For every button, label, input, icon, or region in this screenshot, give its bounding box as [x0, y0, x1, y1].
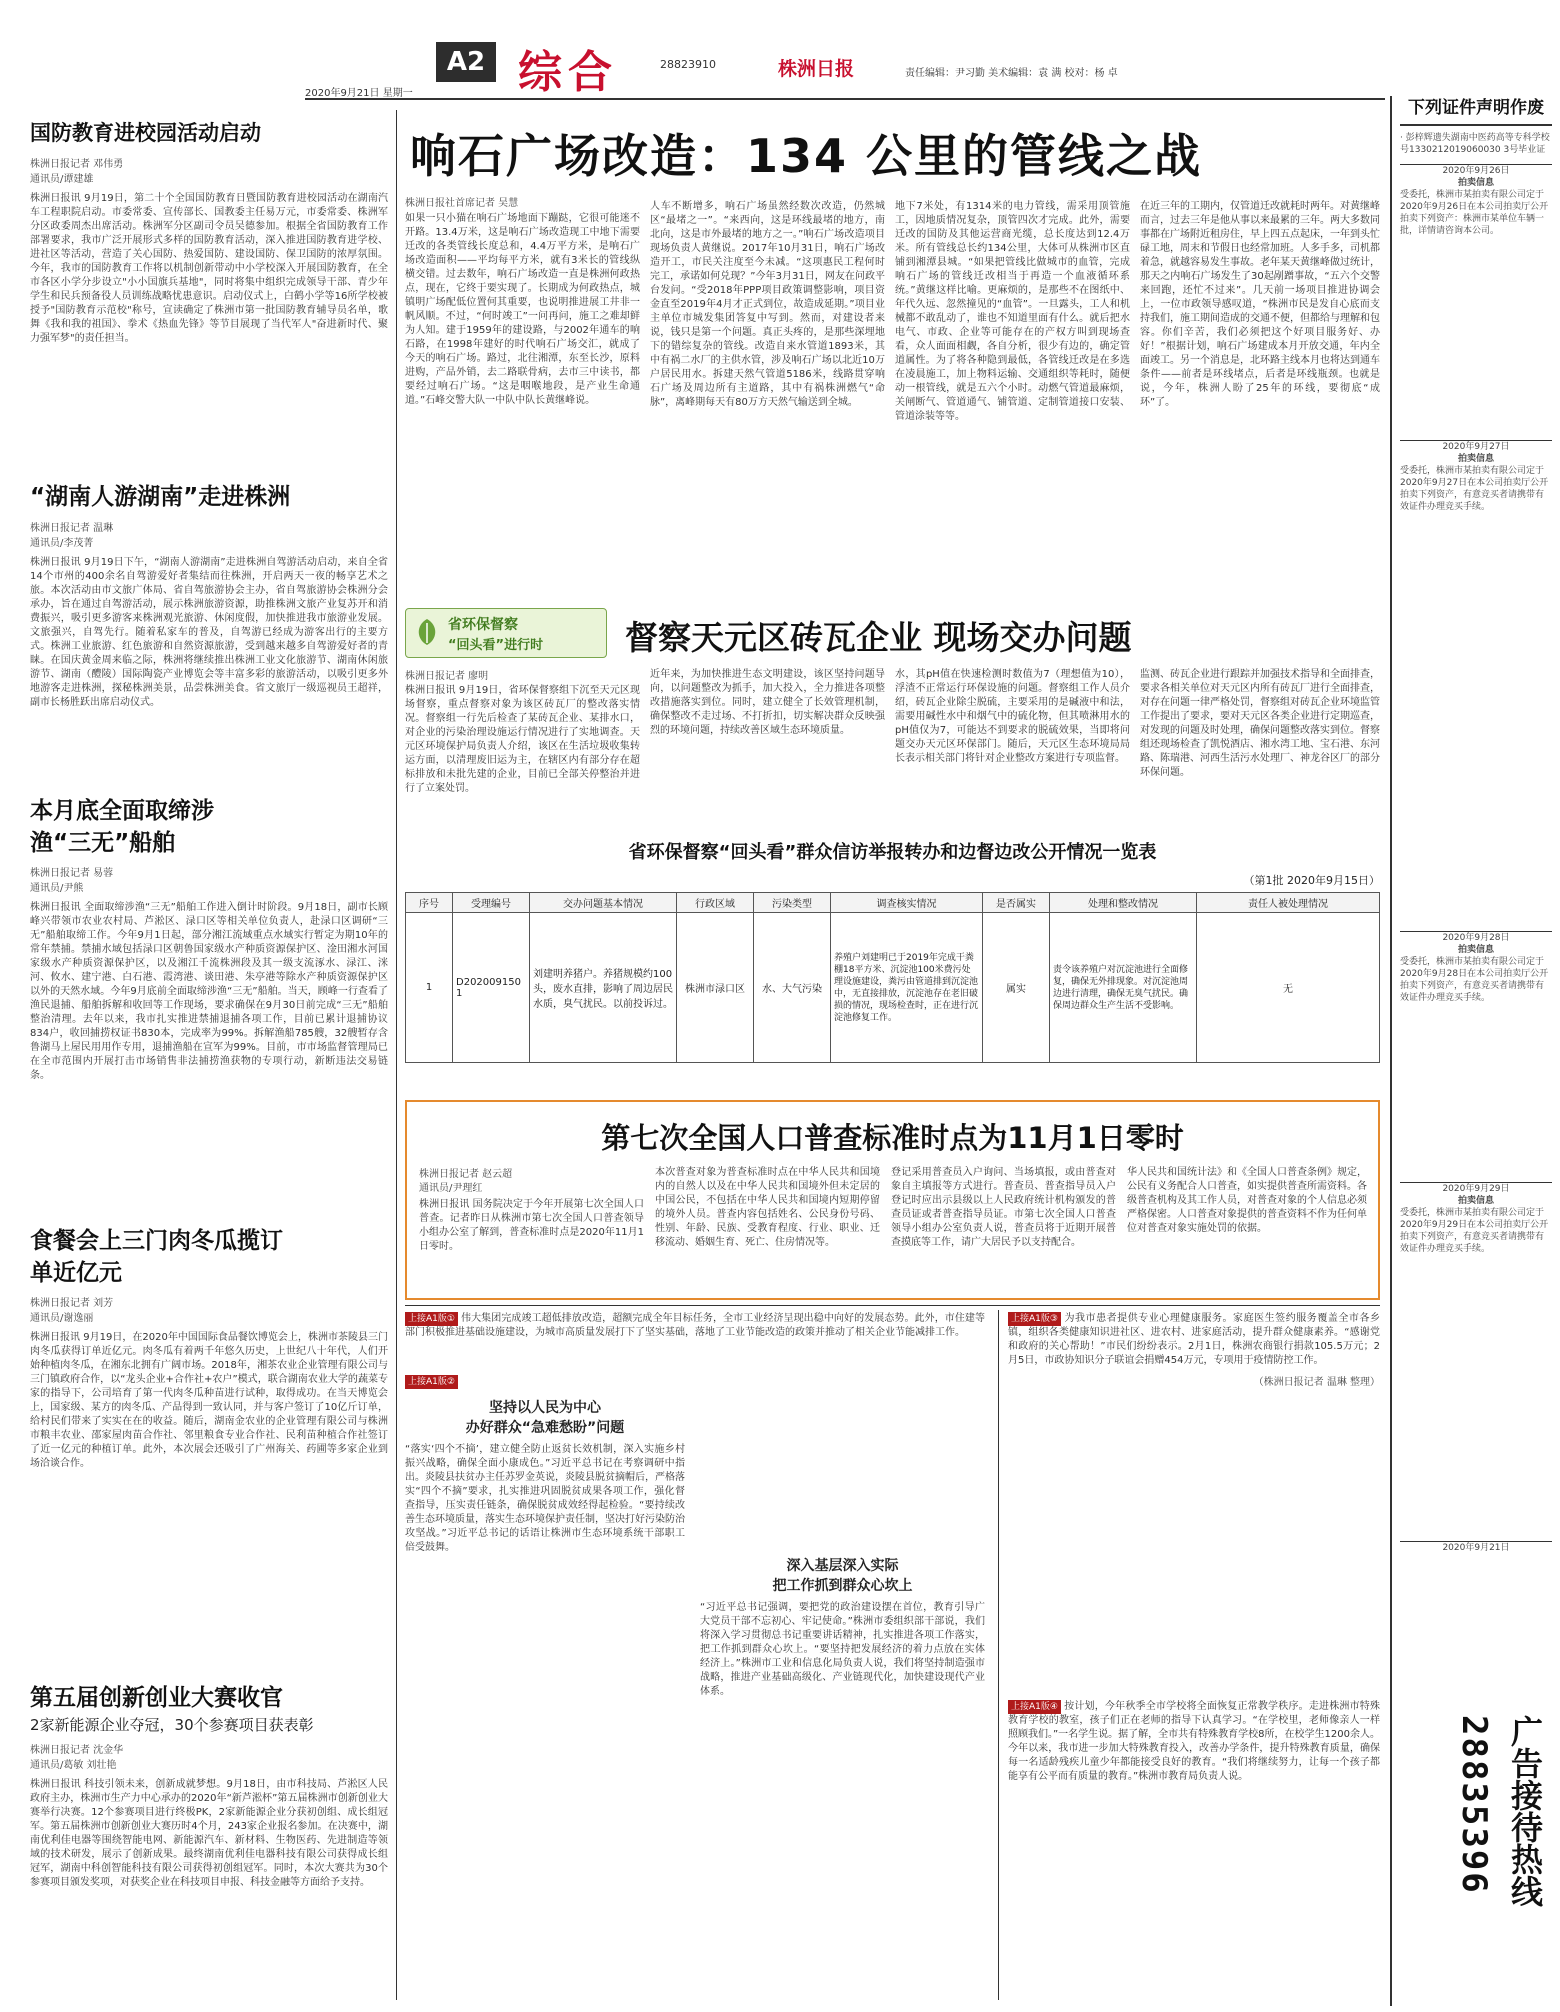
continued-body: 伟大集团完成竣工超低排放改造，超额完成全年目标任务，全市工业经济呈现出稳中向好的发展态势。此外，市住建等部门积极推进基础设施建设，为城市高质量发展打下了坚实基础，落地了工业节能改造的政策并推动了相关企业节能减排工作。: [405, 1313, 985, 1338]
column-text: 水，其pH值在快速检测时数值为7（理想值为10），浮渣不正常运行环保设施的问题。督察组工作人员介绍，砖瓦企业除尘脱硫，主要采用的是碱液中和法，需要用碱性水中和烟气中的硫化物，但其喷淋用水的pH值仅为7，可能达不到要求的脱硫效果，当即将问题交办天元区环保部门。随后，天元区生态环境局局长表示相关部门将针对企业整改方案进行专项监督。: [895, 669, 1130, 764]
left-article-2: [30, 480, 388, 785]
notice-head: 拍卖信息: [1457, 1196, 1494, 1206]
notice-date: 2020年9月27日: [1442, 442, 1510, 452]
column-text: 株洲日报讯 国务院决定于今年开展第七次全国人口普查。记者昨日从株洲市第七次全国人口普查领导小组办公室了解到，普查标准时点是2020年11月1日零时。: [419, 1199, 644, 1252]
continued-title: 深入基层深入实际: [786, 1558, 899, 1574]
notice-head: 拍卖信息: [1457, 945, 1494, 955]
main-col-2: [650, 200, 885, 592]
notice-body: 受委托，株洲市某拍卖有限公司定于2020年9月28日在本公司拍卖厅公开拍卖下列资产，有意竞买者请携带有效证件办理竞买手续。: [1400, 957, 1549, 1003]
main-col-text: 如果一只小猫在响石广场地面下蹦跶，它很可能迷不开路。13.4万米，这是响石广场改造现工中地下需要迁改的各类管线长度总和，4.4万平方米，是响石广场改造面积——平均每平方米，就有3米长的管线纵横交错。过去数年，响石广场改造一直是株洲何政热点，现在，它终于要实现了。长期成为何政热点，城镇明广场配低位置何其重要，也说明推进展工井非一帆风顺。不过，“何时竣工”一问再问，施工之难却鲜为人知。建于1959年的建设路，与2002年通车的响石路，在1998年建好的时代响石广场交汇，就成了今天的响石广场。路过，北往湘潭，东至长沙，原料进购，产品外销，去二路联骨病，去市三中读书，都要经过响石广场。“这是咽喉地段，是产业生命通道。”石峰交警大队一中队中队长黄继峰说。: [405, 213, 640, 406]
article-byline: 株洲日报记者 沈金华: [30, 1745, 124, 1756]
left-article-1: [30, 118, 388, 473]
article-byline: 株洲日报记者 温琳: [30, 523, 114, 534]
article-body: 株洲日报讯 9月19日，第二十个全国国防教育日暨国防教育进校园活动在湖南汽车工程职院启动。市委常委、宣传部长、国教委主任易万元，市委常委、株洲军分区政委周杰出席活动。株洲军分区副司令员吴德参加。根据全省国防教育工作部署要求，我市广泛开展形式多样的国防教育活动，深入推进国防教育进学校、进社区等活动，营造了关心国防、热爱国防、建设国防、保卫国防的浓厚氛围。今年，我市的国防教育工作将以机制创新带动中小学校深入开展国防教育，在全市各区小学分步设立"小小国旗兵基地"，同时将集中组织完成领导干部、青少年学生和民兵预备役人员训练战略忧患意识。启动仪式上，白鹤小学等16所学校被授予"国防教育示范校"称号，宣读确定了株洲市第一批国防教育辅导员名单，歌舞《我和我的祖国》、拳术《热血先锋》等节目展现了当代军人"奋进新时代、聚力强军梦"的责任担当。: [30, 193, 388, 344]
continued-3: [700, 1375, 985, 2000]
main-col-text: 在近三年的工期内，仅管道迁改就耗时两年。对黄继峰而言，过去三年是他从事以来最累的三年。两大多数同事都在广场附近租房住，早上四五点起床，一年到头忙碌工地，周末和节假日也经常加班。人多手多，司机都着急，就越容易发生事故。老年某天黄继峰做过统计，那天之内响石广场发生了30起剐蹭事故，“五六个交警来回跑，还忙不过来”。几天前一场项目推进协调会上，一位市政领导感叹道，“株洲市民是发自心底而支持我们，施工期间造成的交通不便，但都给与理解和包容。你们辛苦，我们必须把这个好项目服务好、办好！”根据计划，响石广场建成本月开放交通，年内全面竣工。另一个消息是，北环路主线本月也将达到通车条件——前者是环线堵点，后者是环线瓶颈。也就是说，今年，株洲人盼了25年的环线，要彻底“成环”了。: [1140, 201, 1380, 408]
article-byline-2: 通讯员/谭建雄: [30, 174, 94, 185]
cell: 刘建明养猪户。养猪规模约100头，废水直排，影响了周边居民水质，臭气扰民。以前投诉过。: [530, 913, 677, 1063]
left-article-5: [30, 1682, 388, 2002]
notice-group-2: [1400, 440, 1552, 925]
column-text: 本次普查对象为普查标准时点在中华人民共和国境内的自然人以及在中华人民共和国境外但未定居的中国公民，不包括在中华人民共和国境内短期停留的境外人员。普查内容包括姓名、公民身份号码、性别、年龄、民族、受教育程度、行业、职业、迁移流动、婚姻生育、死亡、住房情况等。: [655, 1167, 880, 1248]
notice-date: 2020年9月28日: [1442, 933, 1510, 943]
supervision-col-2: [650, 668, 885, 829]
table-title: 省环保督察“回头看”群众信访举报转办和边督边改公开情况一览表: [628, 842, 1157, 863]
th-investigation: 调查核实情况: [831, 893, 983, 913]
column-text: 登记采用普查员入户询问、当场填报，或由普查对象自主填报等方式进行。普查员、普查指导员入户登记时应出示县级以上人民政府统计机构颁发的普查员证或者普查指导员证。市第七次全国人口普查领导小组办公室负责人说，普查员将于近期开展普查摸底等工作，请广大居民予以支持配合。: [891, 1167, 1116, 1248]
notice-group-4: [1400, 1182, 1552, 1537]
notice-item: · 彭梓辉遗失湖南中医药高等专科学校号1330212019060030 3号毕业证: [1400, 133, 1550, 155]
left-column-divider: [396, 110, 397, 2000]
continued-body: 按计划，今年秋季全市学校将全面恢复正常教学秩序。走进株洲市特殊教育学校的教室，孩子们正在老师的指导下认真学习。“在学校里，老师像亲人一样照顾我们。”一名学生说。据了解，全市共有特殊教育学校8所，在校学生1200余人。今年以来，我市进一步加大特殊教育投入，改善办学条件，提升特殊教育质量，确保每一名适龄残疾儿童少年都能接受良好的教育。“我们将继续努力，让每一个孩子都能享有公平而有质量的教育。”株洲市教育局负责人说。: [1008, 1701, 1380, 1782]
article-body: 株洲日报讯 9月19日下午，“湖南人游湖南”走进株洲自驾游活动启动，来自全省14个市州的400余名自驾游爱好者集结而往株洲，开启两天一夜的畅享艺术之旅。本次活动由市文旅广体局、省自驾旅游协会主办，省自驾旅游协会株洲分会承办，旨在通过自驾游活动，展示株洲旅游资源，助推株洲文旅产业复苏开和消费振兴，吸引更多游客来株洲观光旅游、休闲度假，加快推进我市旅游业发展。文旅强兴，自驾先行。随着私家车的普及，自驾游已经成为游客出行的主要方式。株洲工业旅游、红色旅游和自然资源旅游，受到越来越多自驾游爱好者的青睐。在国庆黄金周来临之际，株洲将继续推出株洲工业文化旅游节、湖南休闲旅游节、湖南（醴陵）国际陶瓷产业博览会等丰富多彩的旅游活动，以吸引更多外地游客走进株洲，探秘株洲美景，品尝株洲美食。省文旅厅一级巡视员王超祥，副市长杨胜跃出席启动仪式。: [30, 557, 388, 708]
complaint-table: [405, 892, 1380, 1063]
strip-divider: [1390, 96, 1392, 2006]
main-col-1: [405, 212, 640, 592]
ad-hotline-number: 28835396: [1454, 1715, 1494, 1895]
continued-title: 坚持以人民为中心: [489, 1400, 601, 1416]
continued-tag: 上接A1版③: [1008, 1312, 1061, 1326]
continued-1: [405, 1312, 985, 1370]
census-col-3: [891, 1166, 1116, 1292]
article-byline-2: 通讯员/尹熊: [30, 883, 84, 894]
cell: 责令该养殖户对沉淀池进行全面修复，确保无外排现象。对沉淀池周边进行清理，确保无臭气扰民。确保周边群众生产生活不受影响。: [1050, 913, 1197, 1063]
notice-head: 拍卖信息: [1457, 454, 1494, 464]
article-body: 株洲日报讯 全面取缔涉渔“三无”船舶工作进入倒计时阶段。9月18日，副市长顾峰兴带领市农业农村局、芦淞区、渌口区等相关单位负责人，赴渌口区调研“三无”船舶取缔工作。今年9月1日起，部分湘江流域重点水域实行暂定为期10年的常年禁捕。禁捕水域包括渌口区朝鲁国家级水产种质资源保护区、淦田湘水河国家级水产种质资源保护区，以及湘江千流株洲段及其一级支流涿水、渌江、洣河、攸水、建宁港、白石港、霞湾港、谈田港、朱亭港等除水产种质资源保护区以外的天然水域。今年9月底前全面取缔涉渔“三无”船舶。当天，顾峰一行查看了渔民退捕、船舶拆解和收回等工作现场，要求确保在9月30日前完成“三无”船舶整治清理。去年以来，我市扎实推进禁捕退捕各项工作，目前已累计退捕协议834户，收回捕捞权证书830本，完成率为99%。拆解渔船785艘，32艘暂存含鲁湖马上屋民用用作专用，退捕渔船在宣军为99%。目前，市市场监督管理局已在全市范围内开展打击市场销售非法捕捞渔获物的专项行动，新断违法交易链条。: [30, 902, 388, 1081]
ad-hotline: [1446, 1715, 1552, 2005]
th-seq: 序号: [406, 893, 453, 913]
inspection-ribbon: [405, 608, 607, 658]
cell: 养殖户刘建明已于2019年完成干粪棚18平方米、沉淀池100米费污处理设施建设，粪污由管道排到沉淀池中，无直接排放，沉淀池存在老旧破损的情况，现场检查时，正在进行沉淀池修复工作。: [831, 913, 983, 1063]
continued-5: [1008, 1700, 1380, 2000]
editor-credits: 责任编辑：尹习勤 美术编辑：袁 满 校对：杨 卓: [905, 68, 1118, 79]
ribbon-line-1: 省环保督察: [448, 617, 518, 633]
table-header-row: [406, 893, 1380, 913]
census-col-1: [419, 1198, 644, 1292]
main-col-3: [895, 200, 1130, 592]
cell: 1: [406, 913, 453, 1063]
table-batch-note: （第1批 2020年9月15日）: [1243, 874, 1380, 887]
continued-title-2: 把工作抓到群众心坎上: [772, 1578, 913, 1594]
supervision-col-3: [895, 668, 1130, 829]
main-byline: 株洲日报社首席记者 吴慧: [405, 198, 519, 209]
notice-body: 受委托，株洲市某拍卖有限公司定于2020年9月26日在本公司拍卖厅公开拍卖下列资产：株洲市某单位车辆一批，详情请咨询本公司。: [1400, 190, 1549, 236]
notice-date: 2020年9月29日: [1442, 1184, 1510, 1194]
notice-group-1: [1400, 164, 1552, 434]
page-number: A2: [436, 42, 496, 82]
masthead-top-rule: [305, 98, 1385, 100]
article-title: “湖南人游湖南”走进株洲: [30, 484, 291, 510]
ribbon-line-2: “回头看”进行时: [448, 638, 544, 653]
main-headline: 响石广场改造：134 公里的管线之战: [410, 129, 1203, 183]
strip-bottom-date: 2020年9月21日: [1400, 1541, 1552, 1554]
article-title: 第五届创新创业大赛收官: [30, 1685, 283, 1711]
notice-heading: 下列证件声明作废: [1400, 96, 1552, 126]
cell: 属实: [983, 913, 1050, 1063]
left-article-3: [30, 795, 388, 1215]
continued-tag: 上接A1版①: [405, 1312, 458, 1326]
continued-body: “落实‘四个不摘’，建立健全防止返贫长效机制，深入实施乡村振兴战略，确保全面小康成色。”习近平总书记在考察调研中指出。炎陵县扶贫办主任苏罗金英说，炎陵县脱贫摘帽后，严格落实“四个不摘”要求，扎实推进巩固脱贫成果各项工作，强化督查指导，压实责任链条，确保脱贫成效经得起检验。“要持续改善生态环境质量，落实生态环境保护责任制，坚决打好污染防治攻坚战。”习近平总书记的话语让株洲市生态环境系统干部职工倍受鼓舞。: [405, 1444, 685, 1553]
continued-divider: [405, 1305, 1380, 1306]
article-byline: 株洲日报记者 邓伟勇: [30, 159, 124, 170]
main-col-text: 人车不断增多，响石广场虽然经数次改造，仍然城区“最堵之一”。“来西向，这是环线最堵的地方，南北向，这是市外最堵的地方之一。”响石广场改造项目现场负责人黄继说。2017年10月31日，响石广场改造开工，市民关注度至今未减。“这项惠民工程何时完工，承诺如何兑现？”今年3月31日，网友在问政平台发问。“受2018年PPP项目政策调整影响，项目资金直至2019年4月才正式到位，故造成延期。”项目业主单位市城发集团答复中写到。然而，对建设者来说，钱只是第一个问题。真正头疼的，是那些深埋地下的错综复杂的管线。改造自来水管道1893米，其中有祸二水厂的主供水管，涉及响石广场以北近10万户居民用水。拆建天然气管道5186米，线路贯穿响石广场及周边所有主道路，其中有祸株洲燃气“命脉”，离峰期每天有80万方天然气输送到全城。: [650, 201, 885, 408]
cell: D2020091501: [453, 913, 530, 1063]
column-text: 华人民共和国统计法》和《全国人口普查条例》规定，公民有义务配合人口普查，如实提供普查所需资料。各级普查机构及其工作人员，对普查对象的个人信息必须严格保密。人口普查对象提供的普查资料不作为任何单位对普查对象实施处罚的依据。: [1127, 1167, 1367, 1234]
article-title: 国防教育进校园活动启动: [30, 121, 261, 145]
notice-group-3: [1400, 931, 1552, 1176]
article-title: 食餐会上三门肉冬瓜揽订单近亿元: [30, 1228, 283, 1286]
article-byline-2: 通讯员/葛敏 刘壮艳: [30, 1760, 117, 1771]
ad-hotline-label: 广告接待热线: [1506, 1715, 1544, 1907]
th-handling: 处理和整改情况: [1050, 893, 1197, 913]
cell: 株洲市渌口区: [677, 913, 754, 1063]
issue-date: 2020年9月21日 星期一: [305, 88, 413, 99]
column-text: 近年来，为加快推进生态文明建设，该区坚持问题导向，以问题整改为抓手，加大投入，全力推进各项整改措施落实到位。同时，建立健全了长效管理机制，确保整改不走过场、不打折扣，切实解决群众反映强烈的环境问题，持续改善区域生态环境质量。: [650, 669, 885, 736]
notice-body: 受委托，株洲市某拍卖有限公司定于2020年9月29日在本公司拍卖厅公开拍卖下列资产，有意竞买者请携带有效证件办理竞买手续。: [1400, 1208, 1549, 1254]
table-row: [406, 913, 1380, 1063]
article-byline-2: 通讯员/李茂菁: [30, 538, 94, 549]
supervision-title: 督察天元区砖瓦企业 现场交办问题: [625, 618, 1132, 657]
main-col-4: [1140, 200, 1380, 592]
cell: 水、大气污染: [754, 913, 831, 1063]
notice-body: 受委托，株洲市某拍卖有限公司定于2020年9月27日在本公司拍卖厅公开拍卖下列资产，有意竞买者请携带有效证件办理竞买手续。: [1400, 466, 1549, 512]
article-byline: 株洲日报记者 易蓉: [30, 868, 114, 879]
section-phone: 28823910: [660, 58, 716, 71]
th-issue: 交办问题基本情况: [530, 893, 677, 913]
paper-logo: 株洲日报: [778, 58, 855, 80]
continued-vertical-divider: [998, 1310, 999, 2000]
continued-4: [1008, 1312, 1380, 1692]
continued-body: “习近平总书记强调，要把党的政治建设摆在首位，教育引导广大党员干部不忘初心、牢记使命。”株洲市委组织部干部说，我们将深入学习贯彻总书记重要讲话精神，扎实推进各项工作落实，把工作抓到群众心坎上。“要坚持把发展经济的着力点放在实体经济上。”株洲市工业和信息化局负责人说，我们将坚持制造强市战略，推进产业基础高级化、产业链现代化，加快建设现代产业体系。: [700, 1602, 985, 1697]
article-body: 株洲日报讯 科技引领未来，创新成就梦想。9月18日，由市科技局、芦淞区人民政府主办，株洲市生产力中心承办的2020年“新芦淞杯”第五届株洲市创新创业大赛举行决赛。12个参赛项目进行终极PK，2家新能源企业分获初创组、成长组冠军。第五届株洲市创新创业大赛历时4个月，243家企业报名参加。在决赛中，湖南优利佳电器等围绕智能电网、新能源汽车、新材料、生物医药、先进制造等领域的技术研发，展示了创新成果。最终湖南优利佳电器科技有限公司获得成长组冠军，湖南中科创智能科技有限公司获得初创组冠军。同时，本次大赛共为30个参赛项目颁发奖项，对获奖企业在科技项目申报、科技金融等方面给予支持。: [30, 1779, 388, 1888]
th-verified: 是否属实: [983, 893, 1050, 913]
column-text: 监测、砖瓦企业进行跟踪并加强技术指导和全面排查，要求各相关单位对天元区内所有砖瓦厂进行全面排查，对存在问题一律严格处罚，督察组对砖瓦企业环境监管工作提出了要求，要对天元区各类企业进行定期巡查，对发现的问题及时处理，确保问题整改落实到位。督察组还现场检查了凯悦酒店、湘水湾工地、宝石港、东河路、陈瑞港、河西生活污水处理厂、神龙谷区厂的部分环保问题。: [1140, 669, 1380, 778]
notice-head: 拍卖信息: [1457, 178, 1494, 188]
continued-body: 为我市患者提供专业心理健康服务。家庭医生签约服务覆盖全市各乡镇，组织各类健康知识进社区、进农村、进家庭活动，提升群众健康素养。“感谢党和政府的关心帮助！”市民们纷纷表示。2月1日，株洲农商银行捐款105.5万元；2月5日，市政协知识分子联谊会捐赠454万元，专项用于疫情防控工作。: [1008, 1313, 1380, 1366]
continued-2: [405, 1375, 685, 2000]
article-title: 本月底全面取缔涉渔“三无”船舶: [30, 798, 214, 856]
census-box: [405, 1100, 1380, 1300]
census-byline: 株洲日报记者 赵云超: [419, 1169, 513, 1180]
census-title: 第七次全国人口普查标准时点为11月1日零时: [601, 1121, 1184, 1155]
continued-byline: （株洲日报记者 温琳 整理）: [1253, 1377, 1380, 1388]
supervision-byline: 株洲日报记者 廖明: [405, 671, 489, 682]
continued-tag: 上接A1版④: [1008, 1700, 1061, 1714]
column-text: 株洲日报讯 9月19日，省环保督察组下沉至天元区现场督察，重点督察对象为该区砖瓦厂的整改落实情况。督察组一行先后检查了某砖瓦企业、某排水口，对企业的污染治理设施运行情况进行了实地调查。天元区环境保护局负责人介绍，该区在生活垃圾收集转运方面，以清理废旧运为主，在辖区内有部分存在超标排放和未批先建的企业，目前已全部关停整治并进行了立案处罚。: [405, 685, 640, 794]
census-col-4: [1127, 1166, 1367, 1292]
census-byline-2: 通讯员/尹理红: [419, 1183, 483, 1194]
supervision-col-4: [1140, 668, 1380, 829]
left-article-4: [30, 1225, 388, 1675]
continued-title-2: 办好群众“急难愁盼”问题: [465, 1420, 625, 1436]
leaf-icon: [414, 617, 440, 647]
section-name: 综合: [518, 47, 618, 98]
cell: 无: [1197, 913, 1380, 1063]
main-col-text: 地下7米处，有1314米的电力管线，需采用顶管施工，因地质情况复杂，顶管四次才完成。此外，需要迁改的国防及其他运营商光缆，总长度达到12.4万米。所有管线总长约134公里，大体可从株洲市区直铺到湘潭县城。“如果把管线比做城市的血管，完成响石广场的管线迁改相当于再造一个血液循环系统。”黄继这样比喻。更麻烦的，是那些不在图纸中、年代久远、忽然撞见的“血管”。一旦露头，工人和机械都不敢乱动了，谁也不知道里面有什么。就后把水电气、市政、企业等可能存在的产权方叫到现场查看，众人面面相觑，各自分析，很少有边的，确定管道属性。为了将各种隐到最低，各管线迁改是在多选在凌晨施工，加上物料运输、交通组织等耗时，随便动一根管线，就是五六个小时。动燃气管道最麻烦，关闸断气、管道通气、铺管道、定制管道接口安装、管道涂装等等。: [895, 201, 1130, 422]
article-body: 株洲日报讯 9月19日，在2020年中国国际食品餐饮博览会上，株洲市茶陵县三门肉冬瓜获得订单近亿元。肉冬瓜有着两千年悠久历史，上世纪八十年代，人们开始种植肉冬瓜，在湘东北拥有广阔市场。2018年，湘茶农业企业管理有限公司与三门镇政府合作，以“龙头企业+合作社+农户”模式，联合湖南农业大学的蔬菜专家的指导下，公司培育了第一代肉冬瓜种苗进行试种，取得成功。在当天博览会上，国家级、某方的肉冬瓜、产品得到一致认同，并与客户签订了10亿斤订单，给村民们带来了实实在在的收益。随后，湖南金农业的企业管理有限公司与株洲市粮丰农业、邵家屋肉苗合作社、邻里粮食专业合作社、民利苗种植合作社签订了近一亿元的种植订单。此外，本次展会还吸引了广州海关、药圃等多家企业到场洽谈合作。: [30, 1332, 388, 1469]
census-col-2: [655, 1166, 880, 1292]
article-byline: 株洲日报记者 刘芳: [30, 1298, 114, 1309]
th-responsible: 责任人被处理情况: [1197, 893, 1380, 913]
article-subtitle: 2家新能源企业夺冠，30个参赛项目获表彰: [30, 1716, 314, 1734]
th-type: 污染类型: [754, 893, 831, 913]
article-byline-2: 通讯员/谢逸丽: [30, 1313, 94, 1324]
notice-date: 2020年9月26日: [1442, 166, 1510, 176]
th-code: 受理编号: [453, 893, 530, 913]
th-region: 行政区域: [677, 893, 754, 913]
supervision-col-1: [405, 684, 640, 829]
continued-tag: 上接A1版②: [405, 1375, 458, 1389]
